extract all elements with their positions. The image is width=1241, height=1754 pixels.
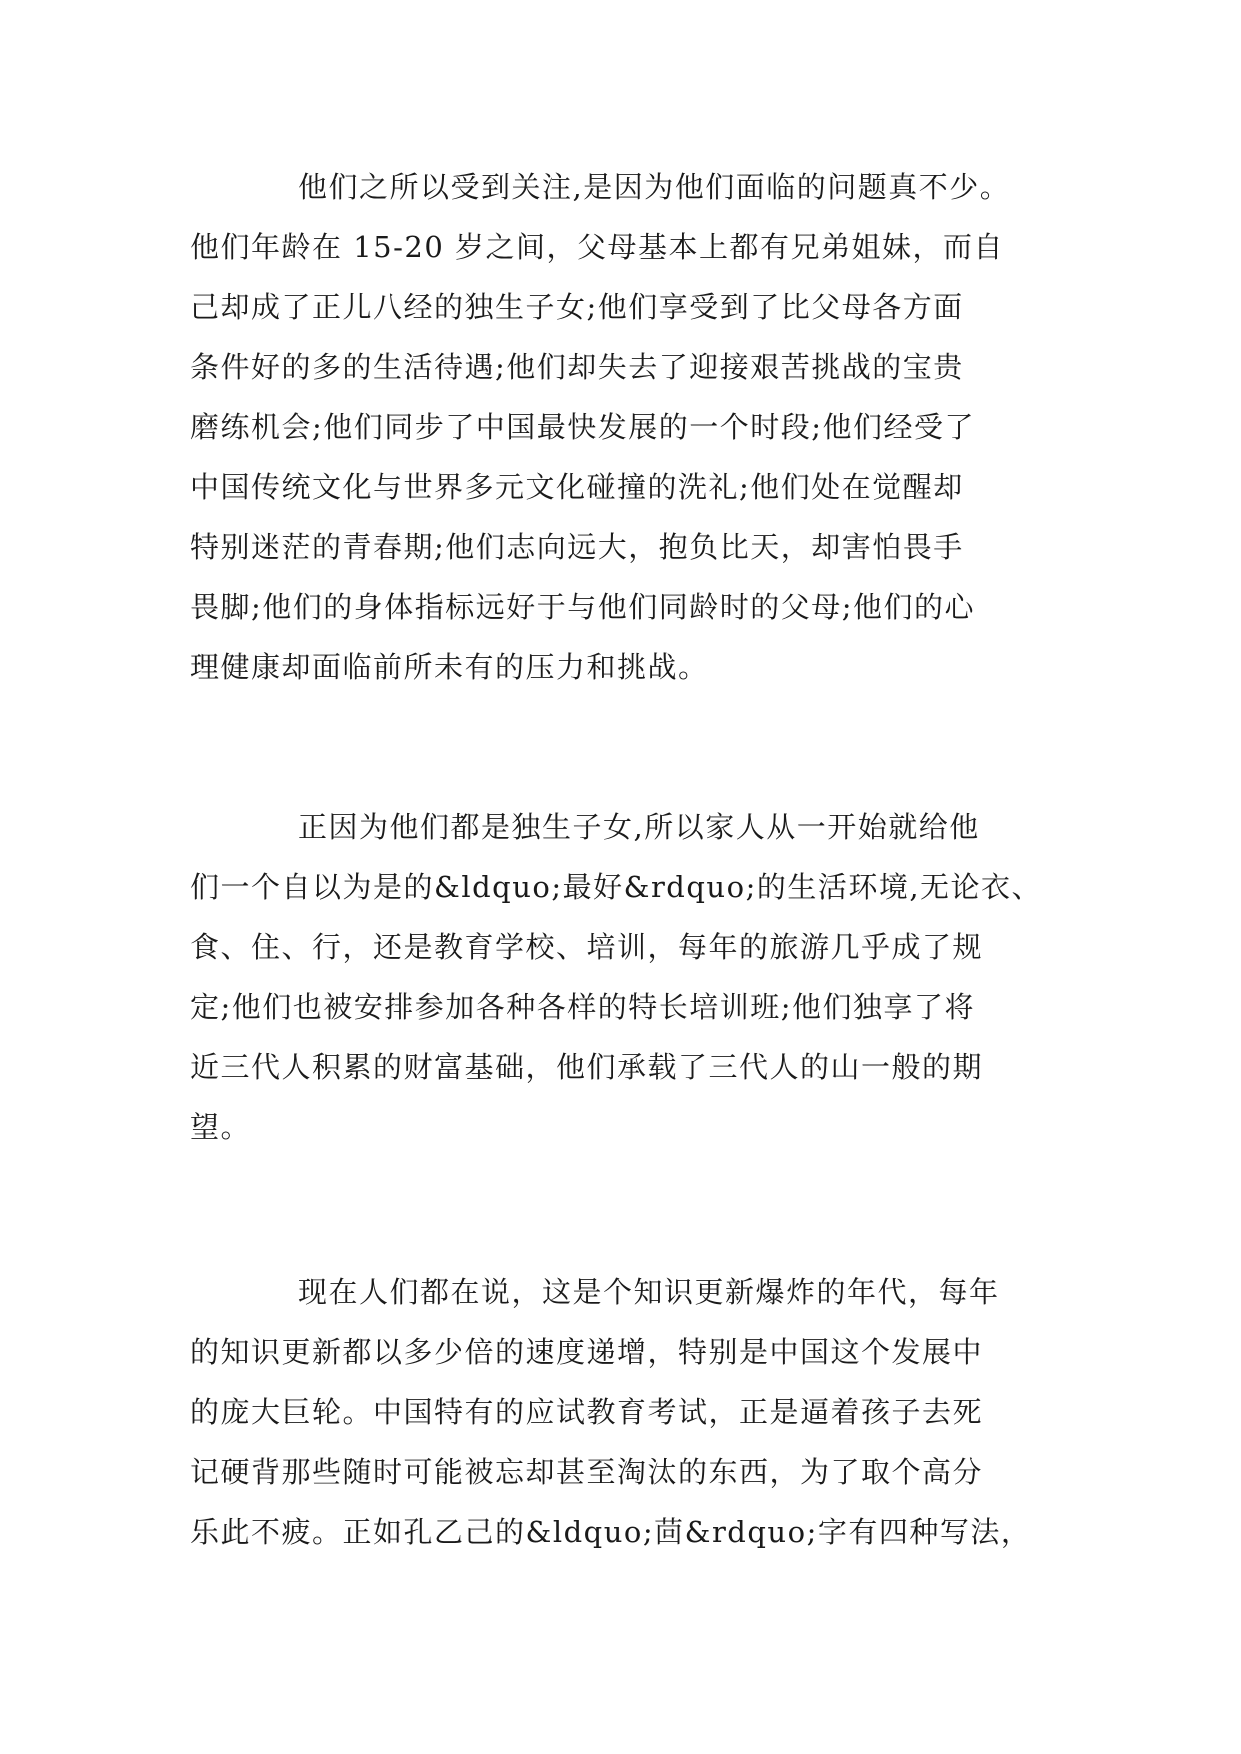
paragraph-2 (190, 797, 1090, 1157)
paragraph-line: 畏脚;他们的身体指标远好于与他们同龄时的父母;他们的心 (190, 590, 976, 624)
paragraph-1 (190, 157, 1090, 697)
paragraph-line: 乐此不疲。正如孔乙己的&ldquo;茴&rdquo;字有四种写法， (190, 1515, 1032, 1549)
paragraph-line: 条件好的多的生活待遇;他们却失去了迎接艰苦挑战的宝贵 (190, 350, 964, 384)
paragraph-line: 食、住、行，还是教育学校、培训，每年的旅游几乎成了规 (190, 930, 984, 964)
paragraph-line: 正因为他们都是独生子女,所以家人从一开始就给他 (298, 810, 980, 844)
paragraph-line: 们一个自以为是的&ldquo;最好&rdquo;的生活环境,无论衣、 (190, 870, 1043, 904)
paragraph-line: 特别迷茫的青春期;他们志向远大，抱负比天，却害怕畏手 (190, 530, 964, 564)
paragraph-line: 的庞大巨轮。中国特有的应试教育考试，正是逼着孩子去死 (190, 1395, 984, 1429)
paragraph-line: 他们年龄在 15-20 岁之间，父母基本上都有兄弟姐妹，而自 (190, 230, 1005, 264)
paragraph-line: 中国传统文化与世界多元文化碰撞的洗礼;他们处在觉醒却 (190, 470, 964, 504)
paragraph-line: 定;他们也被安排参加各种各样的特长培训班;他们独享了将 (190, 990, 976, 1024)
paragraph-line: 望。 (190, 1110, 252, 1144)
paragraph-line: 记硬背那些随时可能被忘却甚至淘汰的东西，为了取个高分 (190, 1455, 984, 1489)
paragraph-line: 现在人们都在说，这是个知识更新爆炸的年代，每年 (298, 1275, 1000, 1309)
paragraph-line: 的知识更新都以多少倍的速度递增，特别是中国这个发展中 (190, 1335, 984, 1369)
paragraph-line: 己却成了正儿八经的独生子女;他们享受到了比父母各方面 (190, 290, 964, 324)
paragraph-line: 磨练机会;他们同步了中国最快发展的一个时段;他们经受了 (190, 410, 976, 444)
paragraph-3 (190, 1262, 1090, 1562)
paragraph-line: 近三代人积累的财富基础，他们承载了三代人的山一般的期 (190, 1050, 984, 1084)
paragraph-line: 他们之所以受到关注,是因为他们面临的问题真不少。 (298, 170, 1011, 204)
paragraph-line: 理健康却面临前所未有的压力和挑战。 (190, 650, 709, 684)
